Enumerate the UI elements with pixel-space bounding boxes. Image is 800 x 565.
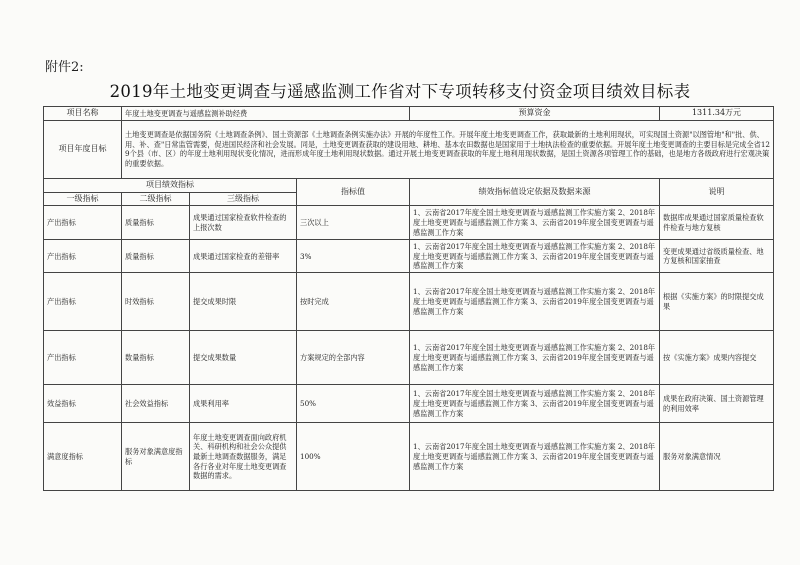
goal-row — [44, 120, 774, 178]
budget-value: 1311.34万元 — [660, 107, 774, 121]
level2-cell: 服务对象满意度指标 — [122, 423, 190, 491]
value-header: 指标值 — [297, 178, 410, 206]
basis-cell: 1、云南省2017年度全国土地变更调查与遥感监测工作实施方案 2、2018年度土地变更调查与遥感监测工作方案 3、云南省2019年度全国变更调查与遥感监测工作方案 — [410, 385, 660, 423]
level2-cell: 质量指标 — [122, 240, 190, 273]
value-cell: 3% — [297, 240, 410, 273]
goal-label: 项目年度目标 — [44, 120, 122, 178]
level3-cell: 年度土地变更调查面向政府机关、科研机构和社会公众提供最新土地调查数据服务，满足各行各业对年度土地变更调查数据的需求。 — [190, 423, 297, 491]
basis-cell: 1、云南省2017年度全国土地变更调查与遥感监测工作实施方案 2、2018年度土地变更调查与遥感监测工作方案 3、云南省2019年度全国变更调查与遥感监测工作方案 — [410, 240, 660, 273]
level3-cell: 成果通过国家检查的差错率 — [190, 240, 297, 273]
level3-cell: 成果利用率 — [190, 385, 297, 423]
basis-header: 绩效指标值设定依据及数据来源 — [410, 178, 660, 206]
note-header: 说明 — [660, 178, 774, 206]
level1-cell: 产出指标 — [44, 240, 122, 273]
note-cell: 成果在政府决策、国土资源管理的利用效率 — [660, 385, 774, 423]
note-cell: 数据库成果通过国家质量检查软件检查与地方复核 — [660, 206, 774, 240]
level3-header: 三级指标 — [190, 192, 297, 206]
level1-cell: 满意度指标 — [44, 423, 122, 491]
level3-cell: 提交成果数量 — [190, 331, 297, 385]
note-cell: 按《实施方案》成果内容提交 — [660, 331, 774, 385]
header-row — [44, 178, 774, 192]
level1-cell: 产出指标 — [44, 331, 122, 385]
level2-cell: 时效指标 — [122, 273, 190, 331]
indicator-group-header: 项目绩效指标 — [44, 178, 297, 192]
value-cell: 按时完成 — [297, 273, 410, 331]
level2-cell: 质量指标 — [122, 206, 190, 240]
performance-table — [43, 106, 774, 491]
level2-cell: 数量指标 — [122, 331, 190, 385]
level1-header: 一级指标 — [44, 192, 122, 206]
level2-header: 二级指标 — [122, 192, 190, 206]
table-row — [44, 273, 774, 331]
goal-text: 土地变更调查是依据国务院《土地调查条例》、国土资源部《土地调查条例实施办法》开展的年度性工作。开展年度土地变更调查工作，获取最新的土地利用现状，可实现国土资源"以图管地"和"批、供、用、补、查"日常监管需要，促进国民经济和社会发展。同是，土地变更调查获取的建设用地、耕地、基本农田数据也是国家用于土地执法检查的重要依据。开展年度土地变更调查的主要目标是完成全省129个县（市、区）的年度土地利用现状变化情况，进而形成年度土地利用现状数据。通过开展土地变更调查获取的年度土地利用现状数据，是国土资源各项管理工作的基础，也是地方各级政府进行宏观决策的重要依据。 — [122, 120, 774, 178]
value-cell: 方案规定的全部内容 — [297, 331, 410, 385]
level3-cell: 成果通过国家检查软件检查的上报次数 — [190, 206, 297, 240]
note-cell: 服务对象满意情况 — [660, 423, 774, 491]
table-row — [44, 331, 774, 385]
level3-cell: 提交成果时限 — [190, 273, 297, 331]
basis-cell: 1、云南省2017年度全国土地变更调查与遥感监测工作实施方案 2、2018年度土地变更调查与遥感监测工作方案 3、云南省2019年度全国变更调查与遥感监测工作方案 — [410, 331, 660, 385]
basis-cell: 1、云南省2017年度全国土地变更调查与遥感监测工作实施方案 2、2018年度土地变更调查与遥感监测工作方案 3、云南省2019年度全国变更调查与遥感监测工作方案 — [410, 273, 660, 331]
value-cell: 50% — [297, 385, 410, 423]
level1-cell: 产出指标 — [44, 206, 122, 240]
project-name-row — [44, 107, 774, 121]
budget-label: 预算资金 — [410, 107, 660, 121]
project-name-label: 项目名称 — [44, 107, 122, 121]
note-cell: 根据《实施方案》的时限提交成果 — [660, 273, 774, 331]
level2-cell: 社会效益指标 — [122, 385, 190, 423]
attachment-label: 附件2: — [45, 60, 84, 75]
table-row — [44, 385, 774, 423]
basis-cell: 1、云南省2017年度全国土地变更调查与遥感监测工作实施方案 2、2018年度土地变更调查与遥感监测工作方案 3、云南省2019年度全国变更调查与遥感监测工作方案 — [410, 206, 660, 240]
table-row — [44, 423, 774, 491]
basis-cell: 1、云南省2017年度全国土地变更调查与遥感监测工作实施方案 2、2018年度土地变更调查与遥感监测工作方案 3、云南省2019年度全国变更调查与遥感监测工作方案 — [410, 423, 660, 491]
level1-cell: 效益指标 — [44, 385, 122, 423]
table-row — [44, 240, 774, 273]
project-name-value: 年度土地变更调查与遥感监测补助经费 — [122, 107, 410, 121]
value-cell: 100% — [297, 423, 410, 491]
level1-cell: 产出指标 — [44, 273, 122, 331]
value-cell: 三次以上 — [297, 206, 410, 240]
note-cell: 变更成果通过省级质量检查、地方复核和国家抽查 — [660, 240, 774, 273]
table-row — [44, 206, 774, 240]
document-title: 2019年土地变更调查与遥感监测工作省对下专项转移支付资金项目绩效目标表 — [109, 82, 691, 101]
